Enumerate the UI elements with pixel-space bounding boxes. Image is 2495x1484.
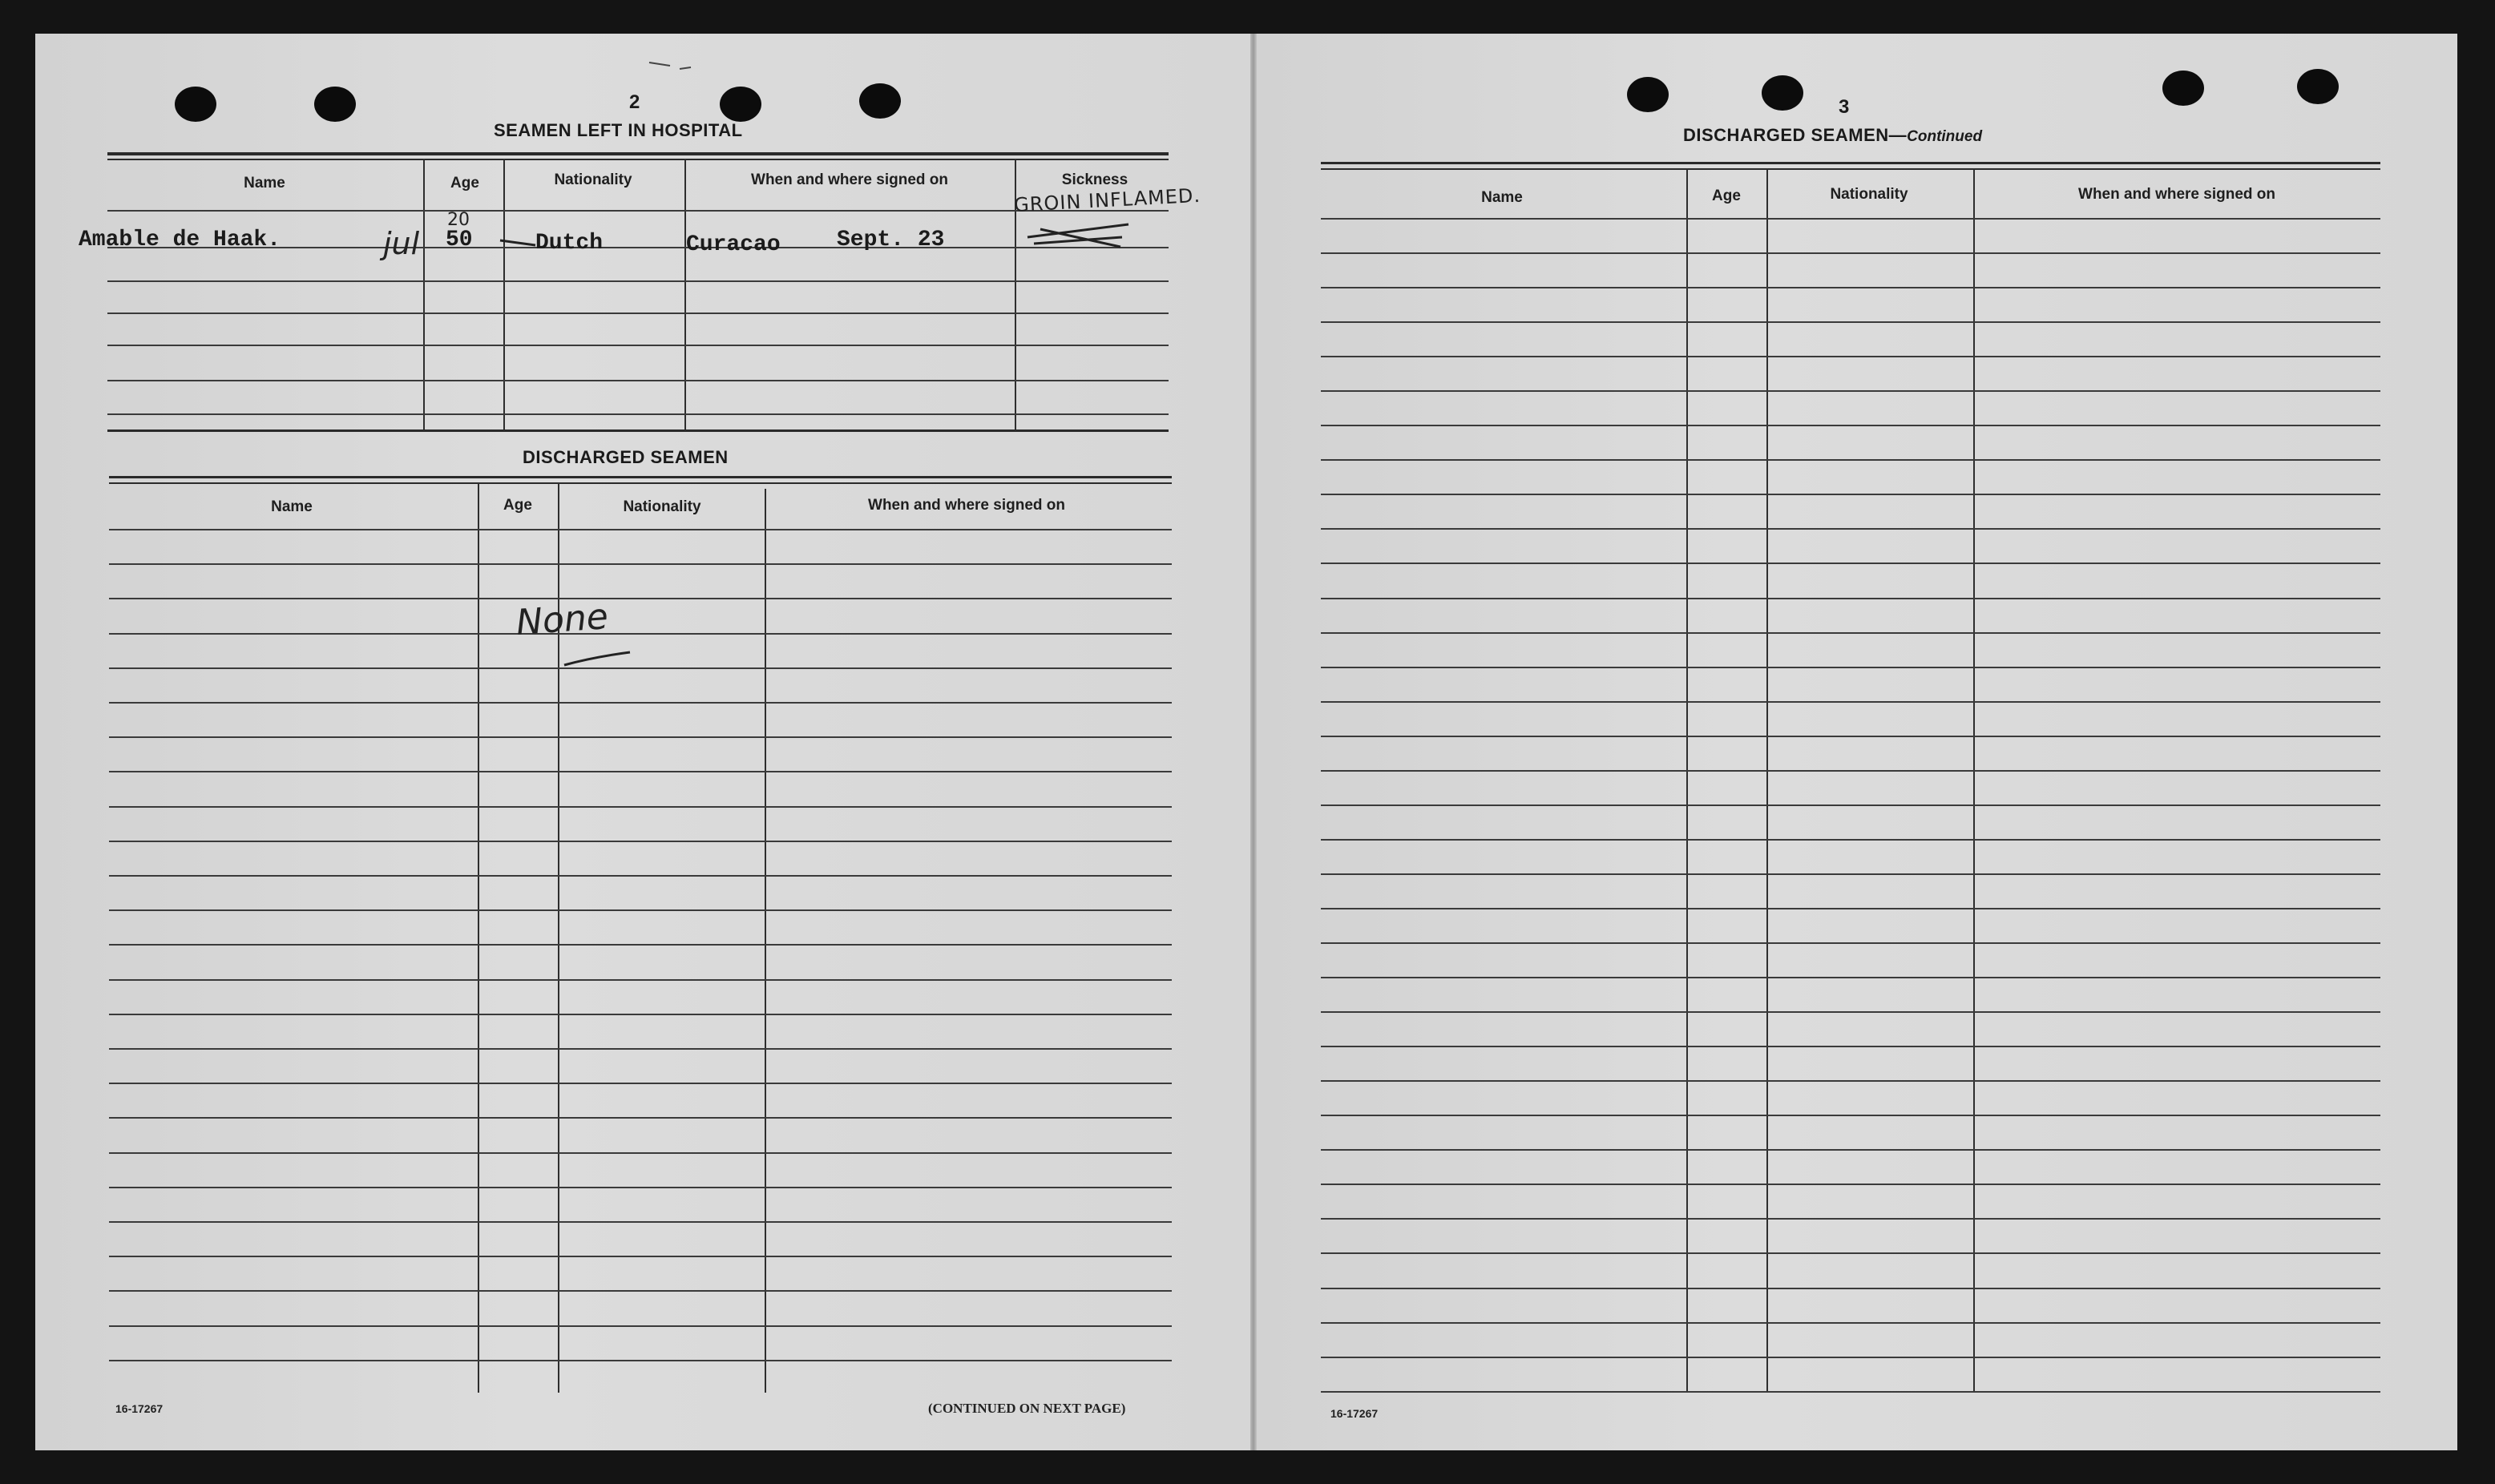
hospital-col-name: Name xyxy=(244,175,285,192)
hospital-entry-name: Amable de Haak. xyxy=(79,228,281,252)
page-number-right: 3 xyxy=(1839,96,1850,118)
discharged-col-name: Name xyxy=(271,498,313,515)
pencil-mark xyxy=(649,63,691,69)
page-number-left: 2 xyxy=(629,91,640,113)
hospital-col-nationality: Nationality xyxy=(554,171,632,188)
hospital-entry-nationality: Dutch xyxy=(535,231,604,256)
right-section-title-text: DISCHARGED SEAMEN xyxy=(1683,125,1889,145)
hospital-entry-signed-on-place: Curacao xyxy=(686,232,781,257)
right-col-age: Age xyxy=(1712,188,1741,204)
right-col-name: Name xyxy=(1481,189,1523,206)
discharged-col-age: Age xyxy=(503,497,532,514)
hospital-entry-age-marginal: jul xyxy=(383,226,420,261)
right-col-signed-on: When and where signed on xyxy=(2078,186,2275,203)
none-underline xyxy=(564,652,630,665)
hospital-section-title: SEAMEN LEFT IN HOSPITAL xyxy=(494,120,743,140)
hospital-entry-sickness: GROIN INFLAMED. xyxy=(1013,183,1201,216)
discharged-col-signed-on: When and where signed on xyxy=(868,497,1065,514)
strike-through-mark xyxy=(1027,224,1128,247)
title-dash: — xyxy=(1888,125,1908,145)
age-strike-mark xyxy=(500,240,535,245)
continued-note: (CONTINUED ON NEXT PAGE) xyxy=(928,1401,1126,1416)
right-col-nationality: Nationality xyxy=(1830,186,1908,203)
discharged-col-nationality: Nationality xyxy=(623,498,701,515)
hospital-col-sickness: Sickness xyxy=(1061,171,1128,188)
form-number-left: 16-17267 xyxy=(115,1402,164,1415)
discharged-handwritten-note: None xyxy=(515,596,610,643)
hospital-entry-age-corrected: 20 xyxy=(447,210,470,230)
discharged-section-title: DISCHARGED SEAMEN xyxy=(523,447,729,467)
hospital-col-age: Age xyxy=(450,175,479,192)
form-number-right: 16-17267 xyxy=(1330,1407,1379,1420)
hospital-entry-signed-on-date: Sept. 23 xyxy=(837,228,945,252)
right-section-title-continued: Continued xyxy=(1907,128,1983,145)
hospital-col-signed-on: When and where signed on xyxy=(751,171,948,188)
hospital-entry-age-typed: 50 xyxy=(446,228,473,252)
